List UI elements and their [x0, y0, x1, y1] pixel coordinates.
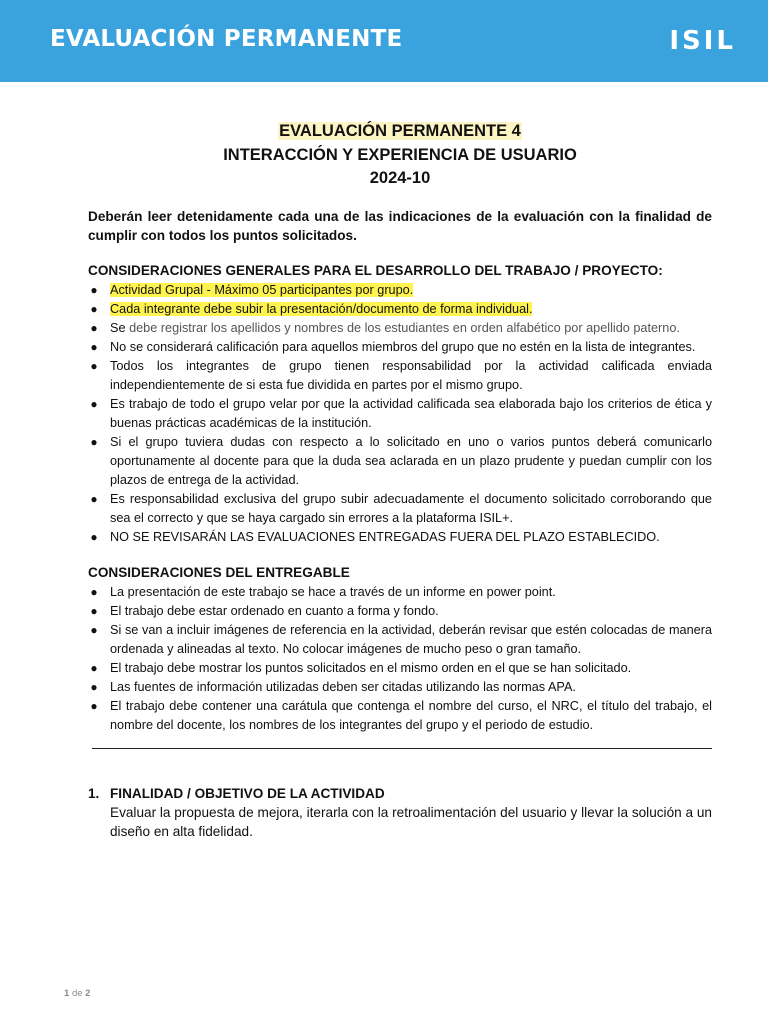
list-item-text: La presentación de este trabajo se hace a través de un informe en power point. — [110, 584, 556, 599]
term-code: 2024-10 — [369, 169, 431, 187]
bullet-icon: ● — [90, 529, 98, 544]
list-item-text: No se considerará calificación para aquellos miembros del grupo que no estén en la lista de integrantes. — [110, 339, 696, 354]
bullet-icon: ● — [90, 622, 98, 637]
bullet-icon: ● — [90, 301, 98, 316]
bullet-icon: ● — [90, 660, 98, 675]
page-total: 2 — [85, 988, 91, 999]
list-item — [88, 395, 712, 433]
list-item-prefix: Se — [110, 320, 126, 335]
document-body — [88, 120, 712, 735]
list-item — [88, 338, 712, 357]
intro-paragraph: Deberán leer detenidamente cada una de las indicaciones de la evaluación con la finalidad de cumplir con todos los puntos solicitados. — [88, 208, 712, 243]
bullet-icon: ● — [90, 320, 98, 335]
course-title: INTERACCIÓN Y EXPERIENCIA DE USUARIO — [223, 145, 577, 164]
bullet-icon: ● — [90, 679, 98, 694]
list-item-text: Es responsabilidad exclusiva del grupo subir adecuadamente el documento solicitado corroborando que sea el correcto y que se haya cargado sin errores a la plataforma ISIL+. — [110, 491, 712, 525]
list-item — [88, 697, 712, 735]
header-title: EVALUACIÓN PERMANENTE — [50, 26, 403, 52]
bullet-icon: ● — [90, 698, 98, 713]
horizontal-divider — [92, 748, 712, 749]
list-item — [88, 281, 712, 300]
bullet-icon: ● — [90, 584, 98, 599]
general-list — [88, 281, 712, 547]
list-item-text: Cada integrante debe subir la presentación/documento de forma individual. — [110, 301, 533, 316]
list-item — [88, 621, 712, 659]
numbered-section — [88, 784, 712, 841]
list-item — [88, 602, 712, 621]
document-title-block — [88, 120, 712, 191]
bullet-icon: ● — [90, 358, 98, 373]
list-item — [88, 300, 712, 319]
list-item-text: Si se van a incluir imágenes de referencia en la actividad, deberán revisar que estén colocadas de manera ordenada y alineadas al texto. No colocar imágenes de mucho peso o gran tamaño. — [110, 622, 712, 656]
bullet-icon: ● — [90, 339, 98, 354]
numbered-section-body: Evaluar la propuesta de mejora, iterarla con la retroalimentación del usuario y llevar la solución a un diseño en alta fidelidad. — [110, 805, 712, 839]
section-title-text: FINALIDAD / OBJETIVO DE LA ACTIVIDAD — [110, 786, 385, 801]
list-item-text: Actividad Grupal - Máximo 05 participantes por grupo. — [110, 282, 414, 297]
list-item-text: El trabajo debe contener una carátula que contenga el nombre del curso, el NRC, el título del trabajo, el nombre del docente, los nombres de los integrantes del grupo y el periodo de estudio. — [110, 698, 712, 732]
list-item-text: El trabajo debe mostrar los puntos solicitados en el mismo orden en el que se han solicitado. — [110, 660, 632, 675]
list-item-text: Las fuentes de información utilizadas deben ser citadas utilizando las normas APA. — [110, 679, 576, 694]
list-item-text: debe registrar los apellidos y nombres de los estudiantes en orden alfabético por apellido paterno. — [129, 320, 680, 335]
deliverable-section-title: CONSIDERACIONES DEL ENTREGABLE — [88, 564, 350, 580]
list-item — [88, 528, 712, 547]
deliverable-list — [88, 583, 712, 735]
bullet-icon: ● — [90, 282, 98, 297]
bullet-icon: ● — [90, 603, 98, 618]
list-item — [88, 357, 712, 395]
list-item — [88, 319, 712, 338]
list-item-text: Todos los integrantes de grupo tienen responsabilidad por la actividad calificada enviada independientemente de si esta fue dividida en partes por el mismo grupo. — [110, 358, 712, 392]
list-item — [88, 583, 712, 602]
general-section-title: CONSIDERACIONES GENERALES PARA EL DESARROLLO DEL TRABAJO / PROYECTO: — [88, 262, 663, 278]
bullet-icon: ● — [90, 396, 98, 411]
bullet-icon: ● — [90, 491, 98, 506]
list-item-text: Es trabajo de todo el grupo velar por que la actividad calificada sea elaborada bajo los criterios de ética y buenas prácticas académicas de la institución. — [110, 396, 712, 430]
list-item-text: El trabajo debe estar ordenado en cuanto a forma y fondo. — [110, 603, 439, 618]
list-item — [88, 659, 712, 678]
list-item — [88, 678, 712, 697]
list-item-text: NO SE REVISARÁN LAS EVALUACIONES ENTREGADAS FUERA DEL PLAZO ESTABLECIDO. — [110, 529, 660, 544]
page-current: 1 — [64, 988, 70, 999]
list-item-text: Si el grupo tuviera dudas con respecto a lo solicitado en uno o varios puntos deberá comunicarlo oportunamente al docente para que la duda sea aclarada en un plazo prudente y puedan cumplir con los plazos de entrega de la actividad. — [110, 434, 712, 487]
isil-logo: ISIL — [669, 26, 736, 56]
list-item — [88, 490, 712, 528]
list-item — [88, 433, 712, 490]
numbered-section-title — [88, 784, 712, 803]
bullet-icon: ● — [90, 434, 98, 449]
section-number: 1. — [88, 786, 100, 801]
header-band — [0, 0, 768, 82]
page-separator: de — [71, 988, 83, 999]
document-title: EVALUACIÓN PERMANENTE 4 — [279, 122, 521, 140]
page-number — [64, 988, 90, 999]
